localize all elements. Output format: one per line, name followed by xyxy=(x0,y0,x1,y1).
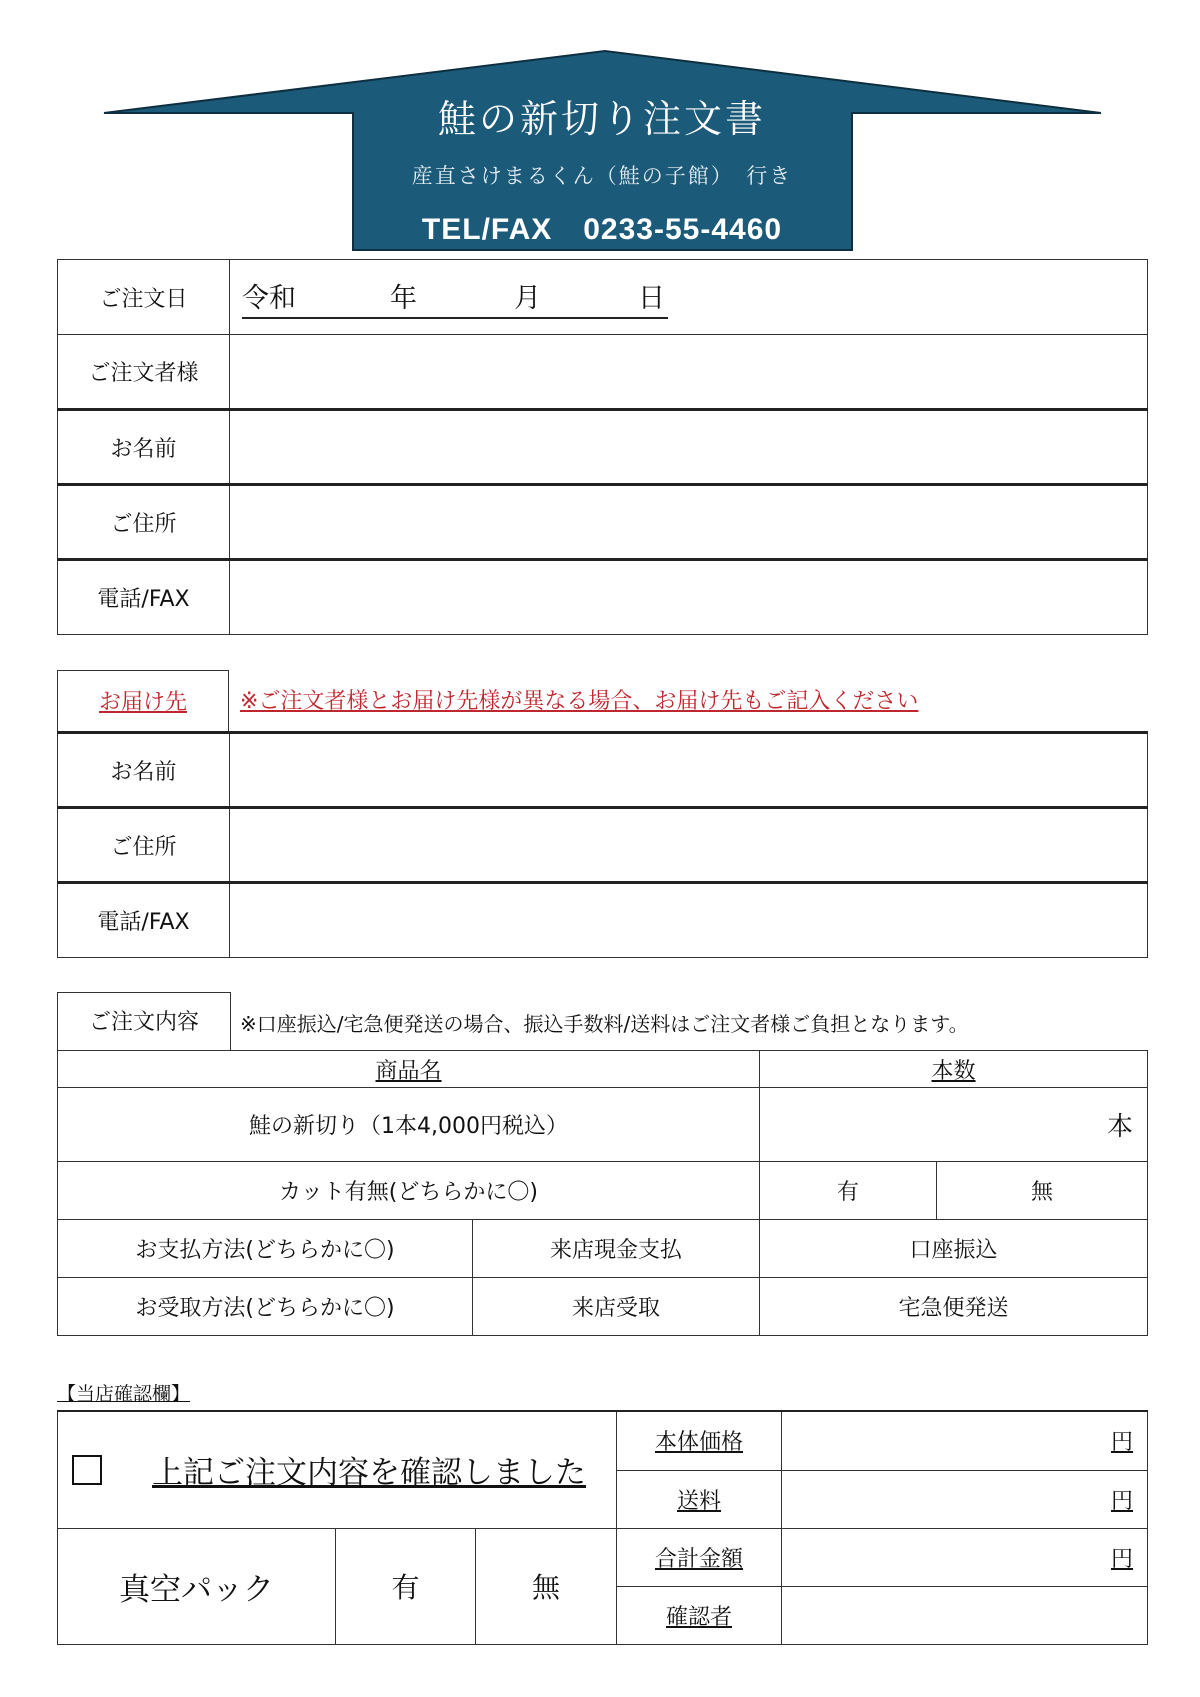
confirm-cell xyxy=(58,1411,617,1528)
receive-ship-option[interactable]: 宅急便発送 xyxy=(760,1278,1148,1336)
base-price-label xyxy=(617,1411,782,1470)
order-table xyxy=(57,1050,1148,1336)
checker-label-text: 確認者 xyxy=(666,1604,733,1630)
date-month: 月 xyxy=(514,282,541,314)
payment-method-label: お支払方法(どちらかに〇) xyxy=(58,1220,473,1278)
delivery-phone-label: 電話/FAX xyxy=(58,883,230,958)
delivery-name-label: お名前 xyxy=(58,733,230,808)
col-quantity-header: 本数 xyxy=(760,1051,1148,1088)
delivery-phone-field[interactable] xyxy=(230,883,1148,958)
payment-bank-option[interactable]: 口座振込 xyxy=(760,1220,1148,1278)
confirm-checkbox[interactable] xyxy=(72,1455,102,1485)
cut-option-label: カット有無(どちらかに〇) xyxy=(58,1162,760,1220)
quantity-unit: 本 xyxy=(1107,1112,1134,1142)
shipping-label-text: 送料 xyxy=(677,1488,722,1514)
store-confirm-heading xyxy=(57,1379,190,1406)
shipping-field[interactable] xyxy=(782,1470,1148,1528)
form-title: 鮭の新切り注文書 xyxy=(437,97,766,141)
delivery-address-field[interactable] xyxy=(230,808,1148,883)
confirm-text: 上記ご注文内容を確認しました xyxy=(152,1455,586,1492)
orderer-phone-field[interactable] xyxy=(230,560,1148,635)
vacuum-pack-label: 真空パック xyxy=(58,1528,336,1644)
orderer-field[interactable] xyxy=(230,335,1148,410)
orderer-phone-label: 電話/FAX xyxy=(58,560,230,635)
orderer-name-label: お名前 xyxy=(58,410,230,485)
base-price-label-text: 本体価格 xyxy=(655,1430,744,1456)
delivery-label xyxy=(57,670,229,733)
receive-method-label: お受取方法(どちらかに〇) xyxy=(58,1278,473,1336)
checker-label xyxy=(617,1586,782,1644)
orderer-address-field[interactable] xyxy=(230,485,1148,560)
recipient-shop: 産直さけまるくん（鮭の子館） 行き xyxy=(411,164,793,188)
order-date-label: ご注文日 xyxy=(58,260,230,335)
delivery-address-label: ご住所 xyxy=(58,808,230,883)
shop-tel-fax: TEL/FAX 0233-55-4460 xyxy=(421,213,783,246)
vacuum-yes-option[interactable]: 有 xyxy=(336,1528,476,1644)
receive-store-option[interactable]: 来店受取 xyxy=(473,1278,760,1336)
delivery-note-text: ※ご注文者様とお届け先様が異なる場合、お届け先もご記入ください xyxy=(240,689,919,714)
total-label xyxy=(617,1528,782,1586)
checker-field[interactable] xyxy=(782,1586,1148,1644)
delivery-label-text: お届け先 xyxy=(98,690,187,715)
orderer-label: ご注文者様 xyxy=(58,335,230,410)
date-year: 年 xyxy=(390,282,417,314)
total-yen: 円 xyxy=(1111,1546,1134,1572)
shipping-yen: 円 xyxy=(1111,1488,1134,1514)
vacuum-no-option[interactable]: 無 xyxy=(476,1528,617,1644)
date-era: 令和 xyxy=(242,282,296,314)
base-price-field[interactable] xyxy=(782,1411,1148,1470)
delivery-note xyxy=(240,684,918,715)
cut-yes-option[interactable]: 有 xyxy=(760,1162,937,1220)
orderer-address-label: ご住所 xyxy=(58,485,230,560)
order-content-note: ※口座振込/宅急便発送の場合、振込手数料/送料はご注文者様ご負担となります。 xyxy=(240,1012,969,1036)
base-price-yen: 円 xyxy=(1111,1430,1134,1456)
delivery-table xyxy=(57,731,1148,958)
date-day: 日 xyxy=(638,282,665,314)
store-confirm-table xyxy=(57,1410,1148,1645)
store-confirm-heading-text: 【当店確認欄】 xyxy=(57,1383,191,1405)
order-date-line xyxy=(242,276,668,319)
delivery-name-field[interactable] xyxy=(230,733,1148,808)
order-content-label: ご注文内容 xyxy=(57,992,231,1051)
total-label-text: 合計金額 xyxy=(655,1546,744,1572)
payment-cash-option[interactable]: 来店現金支払 xyxy=(473,1220,760,1278)
quantity-field[interactable] xyxy=(760,1088,1148,1162)
shipping-label xyxy=(617,1470,782,1528)
orderer-table xyxy=(57,259,1148,635)
product-name: 鮭の新切り（1本4,000円税込） xyxy=(58,1088,760,1162)
order-date-field[interactable] xyxy=(230,260,1148,335)
col-product-header: 商品名 xyxy=(58,1051,760,1088)
total-field[interactable] xyxy=(782,1528,1148,1586)
orderer-name-field[interactable] xyxy=(230,410,1148,485)
cut-no-option[interactable]: 無 xyxy=(937,1162,1148,1220)
